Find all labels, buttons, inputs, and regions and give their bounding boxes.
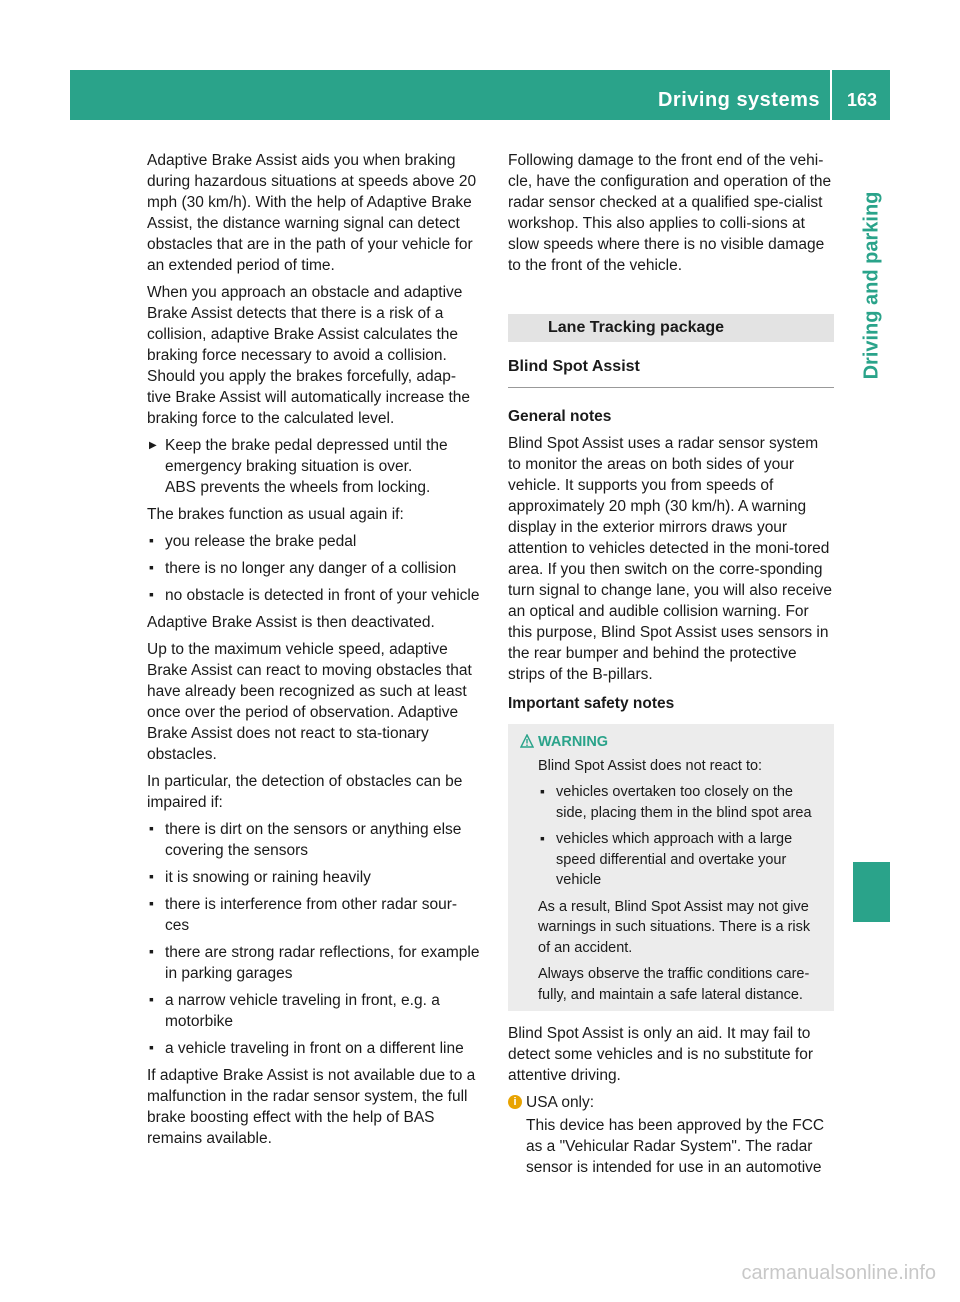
warning-paragraph: Always observe the traffic conditions care-fully, and maintain a safe lateral distance.	[538, 966, 810, 1003]
info-title: USA only:	[526, 1094, 595, 1111]
paragraph: Up to the maximum vehicle speed, adaptive Brake Assist can react to moving obstacles that have already been recognized as such at least once over the period of observation. Adaptive Brake Assist does not react to sta-tionary obstacles.	[147, 641, 472, 763]
list-item: ▪ there is no longer any danger of a collision	[147, 558, 480, 579]
warning-box	[508, 724, 834, 1011]
paragraph: Blind Spot Assist is only an aid. It may fail to detect some vehicles and is no substitute for attentive driving.	[508, 1025, 813, 1084]
header-divider	[830, 70, 832, 120]
chapter-marker	[853, 862, 890, 922]
warning-paragraph: As a result, Blind Spot Assist may not give warnings in such situations. There is a risk of an accident.	[538, 898, 811, 956]
watermark: carmanualsonline.info	[741, 1262, 936, 1284]
list-item: ▪ a narrow vehicle traveling in front, e.g. a motorbike	[147, 990, 480, 1032]
paragraph: Adaptive Brake Assist aids you when braking during hazardous situations at speeds above 20 mph (30 km/h). With the help of Adaptive Brake Assist, the distance warning signal can detect obstacles that are in the path of your vehicle for an extended period of time.	[147, 152, 477, 274]
page-number: 163	[846, 90, 878, 110]
warning-triangle-icon	[520, 734, 534, 748]
list-item: ▪ there is interference from other radar sour-ces	[147, 894, 480, 936]
paragraph: When you approach an obstacle and adaptive Brake Assist detects that there is a risk of a collision, adaptive Brake Assist calculates the braking force necessary to avoid a collision. Should you apply the brakes forcefully, adap-tive Brake Assist will automatically increase the braking force to the calculated level.	[147, 284, 471, 427]
header-bar	[70, 70, 890, 120]
left-column	[147, 150, 480, 1155]
chapter-side-tab	[853, 191, 890, 379]
heading-general-notes: General notes	[508, 408, 612, 425]
info-icon: i	[508, 1095, 522, 1109]
list-item: ▪ you release the brake pedal	[147, 531, 480, 552]
list-item: ▪ it is snowing or raining heavily	[147, 867, 480, 888]
paragraph: In particular, the detection of obstacles can be impaired if:	[147, 773, 463, 811]
paragraph: The brakes function as usual again if:	[147, 506, 404, 523]
list-item: ▪ a vehicle traveling in front on a different line	[147, 1038, 480, 1059]
paragraph: If adaptive Brake Assist is not available due to a malfunction in the radar sensor system, the full brake boosting effect with the help of BAS remains available.	[147, 1067, 476, 1147]
step-text: Keep the brake pedal depressed until the emergency braking situation is over.	[165, 437, 448, 475]
subsection-heading: Blind Spot Assist	[508, 356, 834, 388]
list-item: ▪ no obstacle is detected in front of your vehicle	[147, 585, 480, 606]
list-item: ▪ there are strong radar reflections, for example in parking garages	[147, 942, 480, 984]
warning-list-item: ▪ vehicles which approach with a large speed differential and overtake your vehicle	[538, 829, 826, 891]
warning-label: WARNING	[538, 734, 609, 750]
heading-safety-notes: Important safety notes	[508, 695, 675, 712]
info-text: This device has been approved by the FCC as a "Vehicular Radar System". The radar sensor is intended for use in an automotive	[526, 1117, 825, 1176]
section-heading: Lane Tracking package	[508, 314, 834, 342]
warning-intro: Blind Spot Assist does not react to:	[538, 757, 763, 774]
paragraph: Following damage to the front end of the vehi-cle, have the configuration and operation of the radar sensor checked at a qualified spe-cialist workshop. This also applies to colli-sions at slow speeds where there is no visible damage to the front of the vehicle.	[508, 152, 832, 274]
paragraph: Blind Spot Assist uses a radar sensor system to monitor the areas on both sides of your vehicle. It supports you from speeds of approximately 20 mph (30 km/h). A warning display in the exterior mirrors draws your attention to vehicles detected in the moni-tored area. If you then switch on the corre-sponding turn signal to change lane, you will also receive an optical and audible collision warning. For this purpose, Blind Spot Assist uses sensors in the rear bumper and behind the protective strips of the B-pillars.	[508, 435, 832, 683]
info-note	[508, 1092, 834, 1178]
warning-list-item: ▪ vehicles overtaken too closely on the side, placing them in the blind spot area	[538, 782, 826, 823]
warning-title	[538, 732, 826, 753]
step-result: ABS prevents the wheels from locking.	[165, 479, 431, 496]
paragraph: Adaptive Brake Assist is then deactivated.	[147, 614, 435, 631]
page-title: Driving systems	[657, 89, 820, 111]
list-item: ▪ there is dirt on the sensors or anything else covering the sensors	[147, 819, 480, 861]
instruction-step	[147, 435, 480, 498]
chapter-label: Driving and parking	[860, 191, 882, 379]
right-column	[508, 150, 834, 1178]
